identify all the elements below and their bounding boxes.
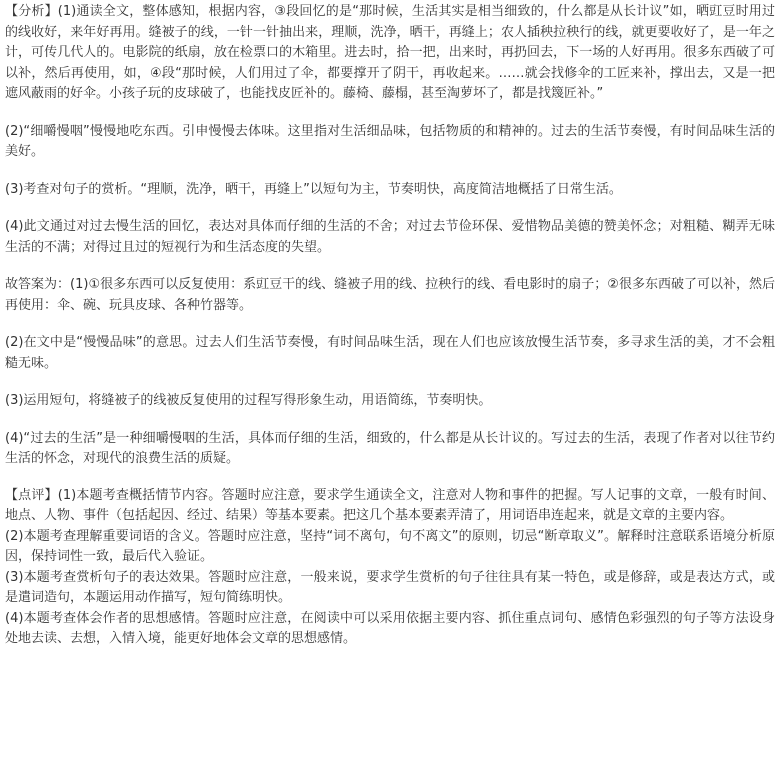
answer-paragraph-3: (3)运用短句，将缝被子的线被反复使用的过程写得形象生动，用语简练，节奏明快。: [5, 393, 492, 408]
analysis-paragraph-2: (2)“细嚼慢咽”慢慢地吃东西。引申慢慢去体味。这里指对生活细品味，包括物质的和精神的。过去的生活节奏慢，有时间品味生活的美好。: [5, 123, 775, 159]
analysis-paragraph-4: (4)此文通过对过去慢生活的回忆，表达对具体而仔细的生活的不舍；对过去节俭环保、爱惜物品美德的赞美怀念；对粗糙、糊弄无味生活的不满；对得过且过的短视行为和生活态度的失望。: [5, 219, 775, 255]
answer-paragraph-1: 故答案为：(1)①很多东西可以反复使用：系豇豆干的线、缝被子用的线、拉秧行的线、看电影时的扇子；②很多东西破了可以补，然后再使用：伞、碗、玩具皮球、各种竹器等。: [5, 277, 775, 313]
comment-paragraph-1: 【点评】(1)本题考查概括情节内容。答题时应注意，要求学生通读全文，注意对人物和事件的把握。写人记事的文章，一般有时间、地点、人物、事件（包括起因、经过、结果）等基本要素。把这几个基本要素弄清了，用词语串连起来，就是文章的主要内容。: [5, 487, 775, 523]
comment-paragraph-2: (2)本题考查理解重要词语的含义。答题时应注意，坚持“词不离句，句不离文”的原则，切忌“断章取义”。解释时注意联系语境分析原因，保持词性一致，最后代入验证。: [5, 528, 775, 564]
comment-paragraph-4: (4)本题考查体会作者的思想感情。答题时应注意，在阅读中可以采用依据主要内容、抓住重点词句、感情色彩强烈的句子等方法设身处地去读、去想，入情入境，能更好地体会文章的思想感情。: [5, 610, 775, 646]
comment-paragraph-3: (3)本题考查赏析句子的表达效果。答题时应注意，一般来说，要求学生赏析的句子往往具有某一特色，或是修辞，或是表达方式，或是遣词造句，本题运用动作描写，短句简练明快。: [5, 569, 775, 605]
analysis-paragraph-1: 【分析】(1)通读全文，整体感知，根据内容，③段回忆的是“那时候，生活其实是相当细致的，什么都是从长计议”如，晒豇豆时用过的线收好，来年好再用。缝被子的线，一针一针抽出来，理顺，洗净，晒干，再缝上；农人插秧拉秧行的线，就更要收好了，是一年之计，可传几代人的。电影院的纸扇，放在检票口的木箱里。进去时，拾一把，出来时，再扔回去，下一场的人好再用。很多东西破了可以补，然后再使用，如，④段“那时候，人们用过了伞，都要撑开了阴干，再收起来。……就会找修伞的工匠来补，撑出去，又是一把遮风蔽雨的好伞。小孩子玩的皮球破了，也能找皮匠补的。藤椅、藤榻，甚至淘萝坏了，都是找篾匠补。”: [5, 4, 775, 101]
analysis-paragraph-3: (3)考查对句子的赏析。“理顺，洗净，晒干，再缝上”以短句为主，节奏明快，高度简洁地概括了日常生活。: [5, 181, 622, 197]
answer-paragraph-2: (2)在文中是“慢慢品味”的意思。过去人们生活节奏慢，有时间品味生活，现在人们也应该放慢生活节奏，多寻求生活的美，才不会粗糙无味。: [5, 335, 775, 371]
answer-paragraph-4: (4)“过去的生活”是一种细嚼慢咽的生活，具体而仔细的生活，细致的，什么都是从长计议的。写过去的生活，表现了作者对以往节约生活的怀念，对现代的浪费生活的质疑。: [5, 430, 775, 466]
